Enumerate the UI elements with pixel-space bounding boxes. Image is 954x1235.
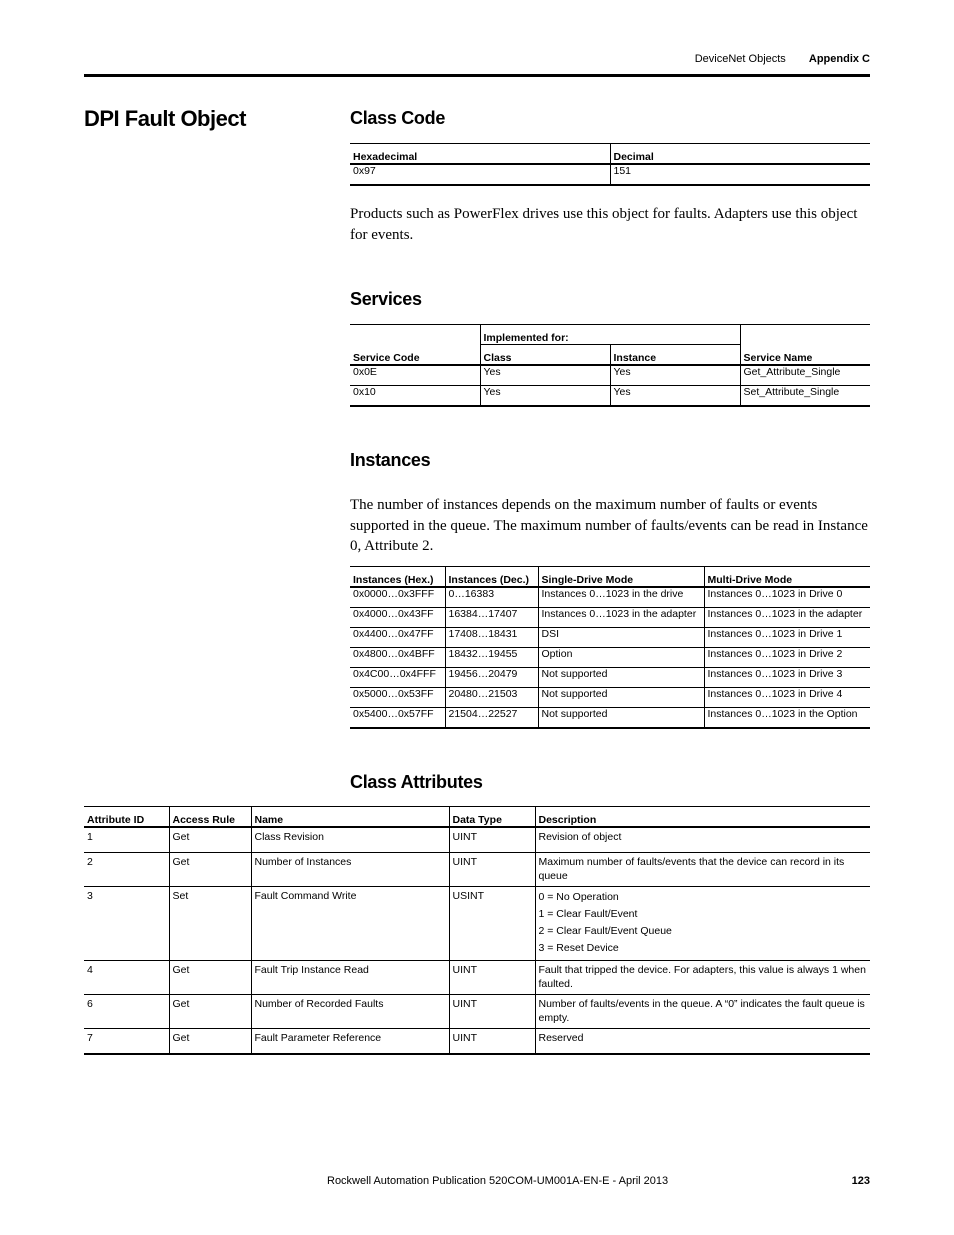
cell: Instances 0…1023 in Drive 2 bbox=[704, 648, 870, 668]
cell: Yes bbox=[480, 365, 610, 386]
cell: Not supported bbox=[538, 668, 704, 688]
cell: Number of Instances bbox=[251, 853, 449, 887]
cell: UINT bbox=[449, 961, 535, 995]
class-code-heading: Class Code bbox=[350, 108, 446, 128]
cell: Number of Recorded Faults bbox=[251, 995, 449, 1029]
cell: Set bbox=[169, 887, 251, 961]
table-row bbox=[350, 365, 870, 386]
col-multi-drive-mode: Multi-Drive Mode bbox=[704, 567, 870, 588]
cell: 20480…21503 bbox=[445, 688, 538, 708]
cell: Instances 0…1023 in Drive 3 bbox=[704, 668, 870, 688]
col-implemented-for: Implemented for: bbox=[480, 325, 740, 345]
cell: 7 bbox=[87, 1032, 93, 1044]
table-row bbox=[350, 648, 870, 668]
col-description: Description bbox=[535, 807, 870, 828]
desc-line: 3 = Reset Device bbox=[538, 942, 619, 954]
page-number: 123 bbox=[851, 1175, 870, 1187]
cell: Instances 0…1023 in the adapter bbox=[538, 608, 704, 628]
cell: Fault Command Write bbox=[251, 887, 449, 961]
table-row bbox=[350, 628, 870, 648]
footer-publication: Rockwell Automation Publication 520COM-UM001A-EN-E - April 2013 bbox=[327, 1175, 669, 1187]
header-section: DeviceNet Objects bbox=[694, 53, 786, 65]
cell: 0x0E bbox=[353, 366, 377, 378]
cell: 19456…20479 bbox=[445, 668, 538, 688]
cell: 0x5400…0x57FF bbox=[353, 708, 434, 720]
header-rule bbox=[84, 74, 870, 77]
cell: Instances 0…1023 in the Option bbox=[704, 708, 870, 729]
class-attributes-table bbox=[84, 806, 870, 1055]
cell: 0x4000…0x43FF bbox=[353, 608, 434, 620]
cell: Get bbox=[169, 961, 251, 995]
cell: Set_Attribute_Single bbox=[740, 386, 870, 407]
header-appendix: Appendix C bbox=[808, 53, 870, 65]
cell: Instances 0…1023 in Drive 1 bbox=[704, 628, 870, 648]
cell: UINT bbox=[449, 1029, 535, 1055]
col-single-drive-mode: Single-Drive Mode bbox=[538, 567, 704, 588]
cell: Yes bbox=[480, 386, 610, 407]
cell: Fault Trip Instance Read bbox=[251, 961, 449, 995]
running-header bbox=[695, 53, 870, 65]
cell: UINT bbox=[449, 995, 535, 1029]
services-table bbox=[350, 324, 870, 407]
cell: 0x5000…0x53FF bbox=[353, 688, 434, 700]
cell: Option bbox=[538, 648, 704, 668]
cell: 0x4800…0x4BFF bbox=[353, 648, 435, 660]
cell: 0x10 bbox=[353, 386, 376, 398]
cell: 0x97 bbox=[353, 165, 376, 177]
table-row bbox=[84, 995, 870, 1029]
cell: 6 bbox=[87, 998, 93, 1010]
col-data-type: Data Type bbox=[449, 807, 535, 828]
col-service-code: Service Code bbox=[353, 352, 420, 364]
cell: 21504…22527 bbox=[445, 708, 538, 729]
table-row bbox=[350, 708, 870, 729]
cell: Get bbox=[169, 853, 251, 887]
instances-heading: Instances bbox=[350, 450, 431, 470]
col-attribute-id: Attribute ID bbox=[87, 814, 145, 826]
cell: Get bbox=[169, 1029, 251, 1055]
table-row bbox=[84, 853, 870, 887]
cell: DSI bbox=[538, 628, 704, 648]
cell: Yes bbox=[610, 365, 740, 386]
table-row bbox=[84, 827, 870, 853]
table-row bbox=[350, 668, 870, 688]
cell: Instances 0…1023 in the adapter bbox=[704, 608, 870, 628]
cell: 0x4C00…0x4FFF bbox=[353, 668, 436, 680]
cell: Instances 0…1023 in Drive 4 bbox=[704, 688, 870, 708]
cell: Yes bbox=[610, 386, 740, 407]
col-access-rule: Access Rule bbox=[169, 807, 251, 828]
table-row bbox=[350, 688, 870, 708]
cell: 4 bbox=[87, 964, 93, 976]
cell: 0…16383 bbox=[445, 587, 538, 608]
cell: Not supported bbox=[538, 708, 704, 729]
cell: Class Revision bbox=[251, 827, 449, 853]
cell: Instances 0…1023 in Drive 0 bbox=[704, 587, 870, 608]
table-row bbox=[350, 386, 870, 407]
col-class: Class bbox=[480, 345, 610, 366]
class-attributes-heading: Class Attributes bbox=[350, 772, 483, 792]
page-title: DPI Fault Object bbox=[84, 106, 246, 131]
desc-line: 1 = Clear Fault/Event bbox=[538, 908, 638, 920]
table-row bbox=[350, 587, 870, 608]
col-hexadecimal: Hexadecimal bbox=[353, 151, 418, 163]
table-row bbox=[84, 961, 870, 995]
col-name: Name bbox=[251, 807, 449, 828]
cell: Instances 0…1023 in the drive bbox=[538, 587, 704, 608]
cell: Get_Attribute_Single bbox=[740, 365, 870, 386]
cell: 151 bbox=[610, 164, 870, 185]
cell: Fault that tripped the device. For adapters, this value is always 1 when faulted. bbox=[535, 961, 870, 995]
cell: 0x0000…0x3FFF bbox=[353, 588, 435, 600]
cell: Get bbox=[169, 995, 251, 1029]
table-row bbox=[84, 887, 870, 961]
col-instances-hex: Instances (Hex.) bbox=[353, 574, 434, 586]
cell: Revision of object bbox=[535, 827, 870, 853]
class-code-table bbox=[350, 143, 870, 186]
table-row bbox=[350, 164, 870, 185]
table-row bbox=[84, 1029, 870, 1055]
cell: Get bbox=[169, 827, 251, 853]
cell: Not supported bbox=[538, 688, 704, 708]
instances-table bbox=[350, 566, 870, 729]
cell bbox=[535, 887, 870, 961]
cell: 3 bbox=[87, 890, 93, 902]
col-decimal: Decimal bbox=[610, 144, 870, 165]
cell: UINT bbox=[449, 827, 535, 853]
instances-paragraph: The number of instances depends on the maximum number of faults or events supported in the queue. The maximum number of faults/events can be read in Instance 0, Attribute 2. bbox=[350, 497, 868, 554]
cell: Reserved bbox=[535, 1029, 870, 1055]
cell: Fault Parameter Reference bbox=[251, 1029, 449, 1055]
col-instances-dec: Instances (Dec.) bbox=[445, 567, 538, 588]
cell: Maximum number of faults/events that the device can record in its queue bbox=[535, 853, 870, 887]
cell: 16384…17407 bbox=[445, 608, 538, 628]
col-service-name: Service Name bbox=[740, 325, 870, 366]
cell: UINT bbox=[449, 853, 535, 887]
cell: 0x4400…0x47FF bbox=[353, 628, 434, 640]
cell: 1 bbox=[87, 831, 93, 843]
cell: 17408…18431 bbox=[445, 628, 538, 648]
cell: Number of faults/events in the queue. A “0” indicates the fault queue is empty. bbox=[535, 995, 870, 1029]
table-row bbox=[350, 608, 870, 628]
cell: 18432…19455 bbox=[445, 648, 538, 668]
col-instance: Instance bbox=[610, 345, 740, 366]
class-code-paragraph: Products such as PowerFlex drives use this object for faults. Adapters use this object for events. bbox=[350, 206, 858, 243]
desc-line: 2 = Clear Fault/Event Queue bbox=[538, 925, 672, 937]
cell: USINT bbox=[449, 887, 535, 961]
services-heading: Services bbox=[350, 289, 422, 309]
cell: 2 bbox=[87, 856, 93, 868]
desc-line: 0 = No Operation bbox=[538, 891, 619, 903]
